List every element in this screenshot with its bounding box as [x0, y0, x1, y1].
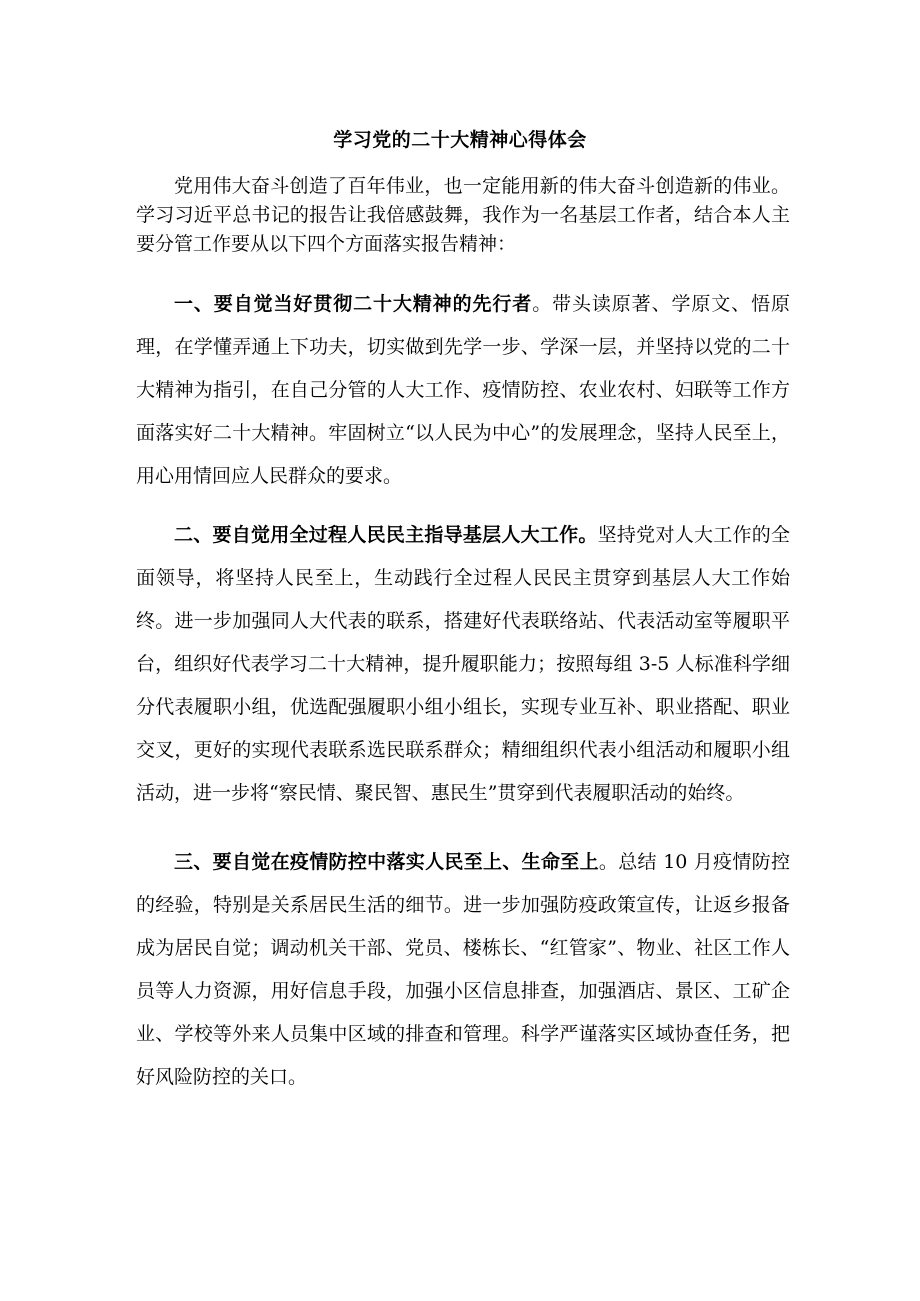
- section-text-3: 。总结 10 月疫情防控的经验，特别是关系居民生活的细节。进一步加强防疫政策宣传，让返乡报备成为居民自觉；调动机关干部、党员、楼栋长、“红管家”、物业、社区工作人员等人力资源，用好信息手段，加强小区信息排查，加强酒店、景区、工矿企业、学校等外来人员集中区域的排查和管理。科学严谨落实区域协查任务，把好风险防控的关口。: [136, 851, 790, 1088]
- section-heading-2: 二、要自觉用全过程人民民主指导基层人大工作。: [174, 524, 598, 546]
- section-text-1: 。带头读原著、学原文、悟原理，在学懂弄通上下功夫，切实做到先学一步、学深一层，并坚持以党的二十大精神为指引，在自己分管的人大工作、疫情防控、农业农村、妇联等工作方面落实好二十大精神。牢固树立“以人民为中心”的发展理念，坚持人民至上，用心用情回应人民群众的要求。: [136, 293, 790, 487]
- document-body: [136, 172, 790, 1099]
- document-title: 学习党的二十大精神心得体会: [333, 129, 587, 151]
- section-paragraph-2: [136, 514, 790, 815]
- section-heading-3: 三、要自觉在疫情防控中落实人民至上、生命至上: [174, 851, 599, 873]
- section-paragraph-3: [136, 841, 790, 1099]
- section-text-2: 坚持党对人大工作的全面领导，将坚持人民至上，生动践行全过程人民民主贯穿到基层人大工作始终。进一步加强同人大代表的联系，搭建好代表联络站、代表活动室等履职平台，组织好代表学习二十大精神，提升履职能力；按照每组 3-5 人标准科学细分代表履职小组，优选配强履职小组小组长，实现专业互补、职业搭配、职业交叉，更好的实现代表联系选民联系群众；精细组织代表小组活动和履职小组活动，进一步将“察民情、聚民智、惠民生”贯穿到代表履职活动的始终。: [136, 524, 790, 804]
- section-paragraph-1: [136, 283, 790, 498]
- intro-paragraph: 党用伟大奋斗创造了百年伟业，也一定能用新的伟大奋斗创造新的伟业。学习习近平总书记的报告让我倍感鼓舞，我作为一名基层工作者，结合本人主要分管工作要从以下四个方面落实报告精神：: [136, 175, 790, 255]
- section-heading-1: 一、要自觉当好贯彻二十大精神的先行者: [174, 293, 533, 315]
